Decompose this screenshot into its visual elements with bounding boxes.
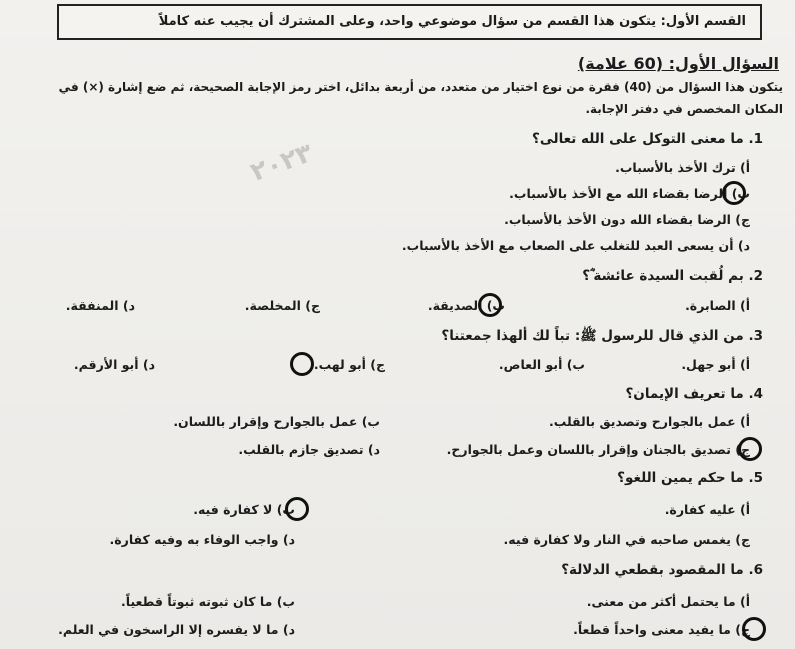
intro-line-2: المكان المخصص في دفتر الإجابة. — [585, 102, 783, 116]
question-2: 2. بم لُقبت السيدة عائشة ؓ؟ — [582, 268, 763, 284]
q5-option-a: أ) عليه كفارة. — [664, 502, 750, 517]
answer-circle-q1 — [722, 181, 746, 205]
answer-circle-q4 — [738, 437, 762, 461]
q6-option-b: ب) ما كان ثبوته ثبوتاً قطعياً. — [121, 594, 295, 609]
q2-option-a: أ) الصابرة. — [685, 298, 750, 313]
answer-circle-q5 — [285, 497, 309, 521]
q2-option-c: ج) المخلصة. — [244, 298, 320, 313]
q3-option-d: د) أبو الأرقم. — [73, 357, 155, 372]
q3-option-b: ب) أبو العاص. — [498, 357, 585, 372]
answer-circle-q2 — [478, 293, 502, 317]
q6-option-d: د) ما لا يفسره إلا الراسخون في العلم. — [58, 622, 295, 637]
q1-option-d: د) أن يسعى العبد للتغلب على الصعاب مع الأخذ بالأسباب. — [401, 238, 750, 253]
q2-option-d: د) المنفقة. — [65, 298, 135, 313]
question-4: 4. ما تعريف الإيمان؟ — [625, 386, 763, 402]
answer-circle-q3 — [290, 352, 314, 376]
question-5: 5. ما حكم يمين اللغو؟ — [617, 470, 763, 486]
q4-option-b: ب) عمل بالجوارح وإقرار باللسان. — [173, 414, 380, 429]
q2-option-b: ب) الصديقة. — [427, 298, 505, 313]
q1-option-c: ج) الرضا بقضاء الله دون الأخذ بالأسباب. — [504, 212, 750, 227]
q4-option-a: أ) عمل بالجوارح وتصديق بالقلب. — [548, 414, 750, 429]
answer-circle-q6 — [742, 617, 766, 641]
question-6: 6. ما المقصود بقطعي الدلالة؟ — [561, 562, 763, 578]
q3-option-c: ج) أبو لهب. — [313, 357, 385, 372]
q4-option-c: ج) تصديق بالجنان وإقرار باللسان وعمل بالجوارح. — [446, 442, 750, 457]
q6-option-a: أ) ما يحتمل أكثر من معنى. — [586, 594, 750, 609]
q4-option-d: د) تصديق جازم بالقلب. — [238, 442, 380, 457]
section-title: السؤال الأول: (60 علامة) — [577, 54, 779, 73]
q3-option-a: أ) أبو جهل. — [681, 357, 750, 372]
q5-option-b: ب) لا كفارة فيه. — [193, 502, 295, 517]
intro-line-1: يتكون هذا السؤال من (40) فقرة من نوع اختيار من متعدد، من أربعة بدائل، اختر رمز الإجابة الصحيحة، ثم ضع إشارة (×) في — [58, 80, 783, 94]
section-header-box — [57, 4, 762, 40]
q5-option-d: د) واجب الوفاء به وفيه كفارة. — [109, 532, 295, 547]
q5-option-c: ج) يغمس صاحبه في النار ولا كفارة فيه. — [503, 532, 750, 547]
section-header-text: القسم الأول: يتكون هذا القسم من سؤال موضوعي واحد، وعلى المشترك أن يجيب عنه كاملاً — [158, 14, 746, 29]
question-3: 3. من الذي قال للرسول ﷺ: تباً لك ألهذا جمعتنا؟ — [441, 328, 763, 344]
watermark-stamp: ٢٠٢٣ — [246, 138, 317, 188]
q6-option-c: ج) ما يفيد معنى واحداً قطعاً. — [573, 622, 750, 637]
q1-option-b: ب) الرضا بقضاء الله مع الأخذ بالأسباب. — [509, 186, 750, 201]
q1-option-a: أ) ترك الأخذ بالأسباب. — [615, 160, 750, 175]
question-1: 1. ما معنى التوكل على الله تعالى؟ — [532, 131, 763, 147]
